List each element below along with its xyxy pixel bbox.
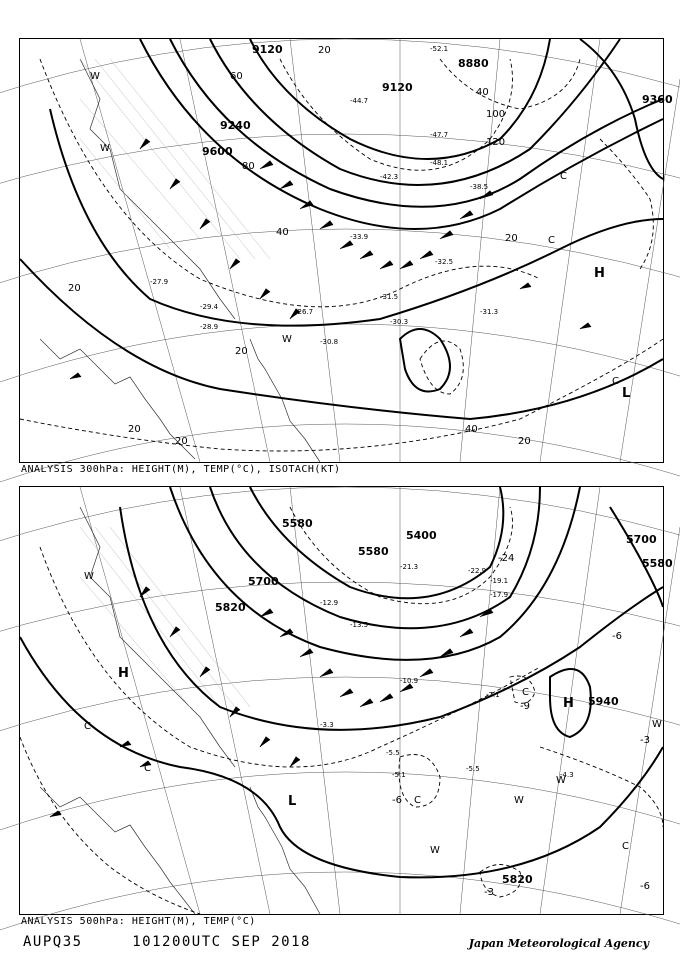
temp-label: -28.9 <box>200 323 219 331</box>
temp-label: -29.4 <box>200 303 219 311</box>
temp-label: -3 <box>484 887 494 898</box>
high-center: H <box>563 696 574 711</box>
cold-mark: C <box>84 721 91 732</box>
warm-mark: W <box>84 571 94 582</box>
isotach-label: 40 <box>276 227 289 238</box>
temp-label: -48.1 <box>430 159 449 167</box>
warm-mark: W <box>100 143 110 154</box>
isotach-label: 40 <box>476 87 489 98</box>
warm-mark: W <box>282 334 292 345</box>
height-label: 9360 <box>642 93 673 106</box>
isotach-label: 20 <box>68 283 81 294</box>
map-panel-300hpa <box>19 38 673 463</box>
temp-label: -31.5 <box>380 293 399 301</box>
cold-mark: C <box>144 763 151 774</box>
temp-label: -4.3 <box>560 771 574 779</box>
height-label: 5820 <box>502 873 533 886</box>
height-label: 9120 <box>382 81 413 94</box>
temp-label: -3 <box>640 735 650 746</box>
temp-label: -21.3 <box>400 563 419 571</box>
hatch <box>80 527 250 707</box>
cold-mark: C <box>414 795 421 806</box>
temp-label: -10.9 <box>400 677 419 685</box>
temp-label: -30.3 <box>390 318 409 326</box>
temp-label: -24 <box>498 553 515 564</box>
height-label: 9120 <box>252 43 283 56</box>
temp-label: -12.9 <box>320 599 339 607</box>
air-mass-marks <box>84 571 662 856</box>
coastline <box>40 59 320 462</box>
height-label: 5700 <box>626 533 657 546</box>
low-center: L <box>288 794 297 809</box>
cold-mark: C <box>622 841 629 852</box>
graticule <box>0 487 680 937</box>
caption-300hpa: ANALYSIS 300hPa: HEIGHT(M), TEMP(°C), ISOTACH(KT) <box>21 464 341 475</box>
coastline <box>40 507 320 914</box>
temp-label: -9 <box>520 701 530 712</box>
station-temp-labels <box>320 563 574 779</box>
temp-label: -31.3 <box>480 308 499 316</box>
temp-label: -5.5 <box>386 749 400 757</box>
temp-label: -13.5 <box>350 621 369 629</box>
temp-label: -5.1 <box>392 771 406 779</box>
temp-label: -33.9 <box>350 233 369 241</box>
height-label: 9600 <box>202 145 233 158</box>
cold-mark: C <box>548 235 555 246</box>
isotach-label: 40 <box>465 424 478 435</box>
height-label: 8880 <box>458 57 489 70</box>
map-500hpa-svg <box>20 487 673 914</box>
map-panel-500hpa <box>19 486 673 915</box>
graticule <box>0 39 680 489</box>
isotach-label: 20 <box>128 424 141 435</box>
isotherm-contours <box>20 59 663 451</box>
temp-label: -3.3 <box>320 721 334 729</box>
temp-label: -27.9 <box>150 278 169 286</box>
height-label: 5940 <box>588 695 619 708</box>
isotach-label: 80 <box>242 161 255 172</box>
isotach-label: 120 <box>486 137 506 148</box>
temp-label: -52.1 <box>430 45 449 53</box>
temp-label: -5.5 <box>466 765 480 773</box>
temp-label: -47.7 <box>430 131 449 139</box>
high-center: H <box>594 266 605 281</box>
height-contours <box>20 487 663 877</box>
temp-label: -42.3 <box>380 173 399 181</box>
pressure-centers <box>118 666 574 809</box>
isotach-label: 20 <box>175 436 188 447</box>
valid-datetime: 101200UTC SEP 2018 <box>132 934 311 950</box>
warm-mark: W <box>430 845 440 856</box>
cold-mark: C <box>522 687 529 698</box>
cold-mark: C <box>560 171 567 182</box>
temp-label: -6 <box>392 795 402 806</box>
temp-label: -6 <box>640 881 650 892</box>
temp-label: -17.9 <box>490 591 509 599</box>
height-labels <box>215 517 673 886</box>
height-label: 5820 <box>215 601 246 614</box>
temp-label: -6 <box>612 631 622 642</box>
temp-label: -38.5 <box>470 183 489 191</box>
temp-label: -19.1 <box>490 577 509 585</box>
warm-mark: W <box>556 775 566 786</box>
isotach-label: 20 <box>518 436 531 447</box>
isotach-labels <box>68 45 531 447</box>
agency-name: Japan Meteorological Agency <box>468 937 649 950</box>
warm-mark: W <box>652 719 662 730</box>
caption-500hpa: ANALYSIS 500hPa: HEIGHT(M), TEMP(°C) <box>21 916 256 927</box>
temp-label: -32.5 <box>435 258 454 266</box>
temp-label: -22.9 <box>468 567 487 575</box>
temp-label: -44.7 <box>350 97 369 105</box>
height-label: 5700 <box>248 575 279 588</box>
height-label: 5580 <box>642 557 673 570</box>
low-center: L <box>622 386 631 401</box>
temp-label: -30.8 <box>320 338 339 346</box>
height-label: 9240 <box>220 119 251 132</box>
isotach-label: 20 <box>318 45 331 56</box>
chart-code: AUPQ35 <box>23 934 83 950</box>
warm-mark: W <box>90 71 100 82</box>
chart-code-datetime <box>23 934 311 950</box>
height-label: 5580 <box>358 545 389 558</box>
isotach-label: 100 <box>486 109 506 120</box>
map-300hpa-svg <box>20 39 673 462</box>
isotach-label: 20 <box>505 233 518 244</box>
warm-mark: W <box>514 795 524 806</box>
temp-label: -7.1 <box>486 691 500 699</box>
height-label: 5400 <box>406 529 437 542</box>
isotach-label: 60 <box>230 71 243 82</box>
high-center: H <box>118 666 129 681</box>
isotach-label: 20 <box>235 346 248 357</box>
cold-mark: C <box>612 376 619 387</box>
height-label: 5580 <box>282 517 313 530</box>
temp-label: -26.7 <box>295 308 314 316</box>
